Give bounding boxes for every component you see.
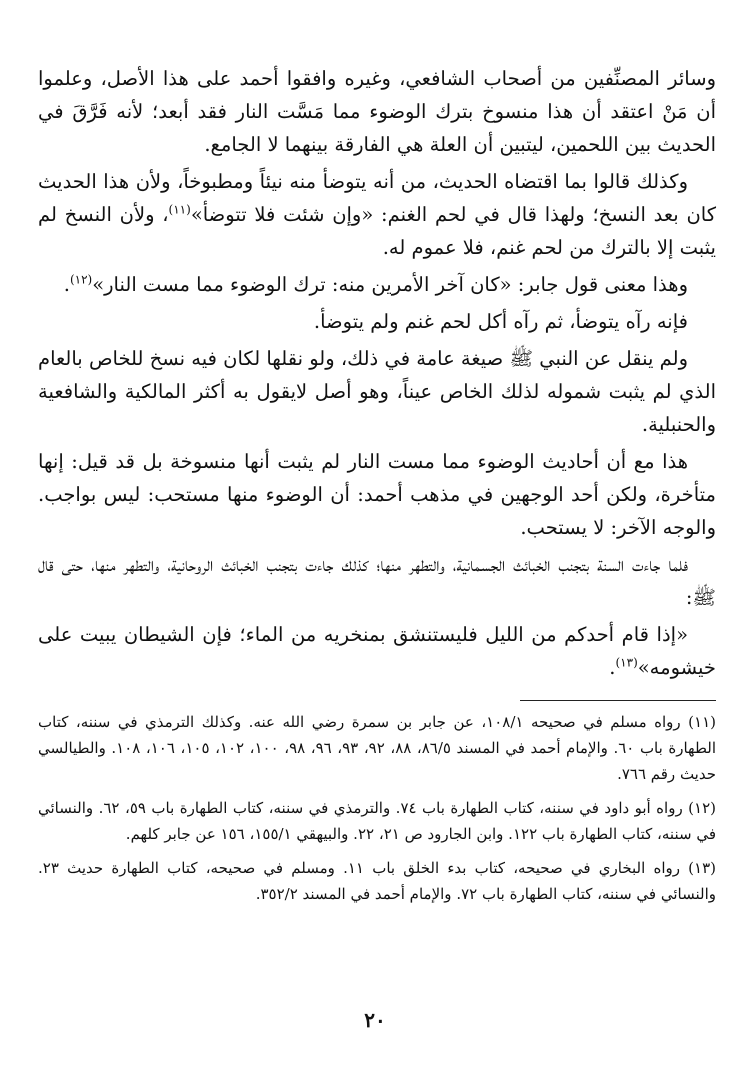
paragraph-7 [38,548,716,614]
paragraph-8 [38,618,716,684]
paragraph-8-text: «إذا قام أحدكم من الليل فليستنشق بمنخريه من الماء؛ فإن الشيطان يبيت على خيشومه» [38,623,716,679]
paragraph-8-period: . [609,656,616,679]
paragraph-4 [38,305,716,338]
paragraph-7-text: فلما جاءت السنة بتجنب الخبائث الجسمانية، والتطهر منها؛ كذلك جاءت بتجنب الخبائث الروحانية، والتطهر منها، حتى قال ﷺ: [38,553,716,609]
paragraph-3-period: . [63,273,70,296]
footnote-ref-13: (١٣) [615,655,638,670]
paragraph-5 [38,342,716,441]
paragraph-2-text: وكذلك قالوا بما اقتضاه الحديث، من أنه يتوضأ منه نيئاً ومطبوخاً، ولأن هذا الحديث كان بعد النسخ؛ ولهذا قال في لحم الغنم: «وإن شئت فلا تتوضأ» [38,170,716,226]
paragraph-3 [38,268,716,301]
footnote-13: (١٣) رواه البخاري في صحيحه، كتاب بدء الخلق باب ١١. ومسلم في صحيحه، كتاب الطهارة حديث ٢٣. والنسائي في سننه، كتاب الطهارة باب ٧٢. والإمام أحمد في المسند ٣٥٢/٢. [38,859,717,903]
footnote-12: (١٢) رواه أبو داود في سننه، كتاب الطهارة باب ٧٤. والترمذي في سننه، كتاب الطهارة باب ٥٩، ٦٢. والنسائي في سننه، كتاب الطهارة باب ١٢٢. وابن الجارود ص ٢١، ٢٢. والبيهقي ١٥٥/١، ١٥٦ عن جابر كلهم. [38,799,716,843]
footnote-11: (١١) رواه مسلم في صحيحه ١٠٨/١، عن جابر بن سمرة رضي الله عنه. وكذلك الترمذي في سننه، كتاب الطهارة باب ٦٠. والإمام أحمد في المسند ٨٦/٥، ٨٨، ٩٢، ٩٣، ٩٦، ٩٨، ١٠٠، ١٠٢، ١٠٥، ١٠٦، ١٠٨. والطيالسي حديث رقم ٧٦٦. [38,713,717,783]
paragraph-1 [38,62,716,161]
paragraph-4-text: فإنه رآه يتوضأ، ثم رآه أكل لحم غنم ولم يتوضأ. [313,310,688,333]
paragraph-1-text: وسائر المصنِّفين من أصحاب الشافعي، وغيره وافقوا أحمد على هذا الأصل، وعلموا أن مَنْ اعتقد أن هذا منسوخ بترك الوضوء مما مَسَّت النار فقد أبعد؛ لأنه فَرَّقَ في الحديث بين اللحمين، ليتبين أن العلة هي الفارقة بينهما لا الجامع. [38,67,716,156]
paragraph-6 [38,445,716,544]
paragraph-5-text: ولم ينقل عن النبي ﷺ صيغة عامة في ذلك، ولو نقلها لكان فيه نسخ للخاص بالعام الذي لم يثبت شموله لذلك الخاص عيناً، وهو أصل لايقول به أكثر المالكية والشافعية والحنبلية. [38,347,716,436]
page-number: ٢٠ [364,1008,386,1032]
footnote-divider [520,700,716,701]
page-body [38,62,716,915]
footnote-ref-12: (١٢) [69,272,93,287]
paragraph-3-text: وهذا معنى قول جابر: «كان آخر الأمرين منه: ترك الوضوء مما مست النار» [92,273,688,296]
paragraph-2 [38,165,716,264]
footnote-ref-11: (١١) [168,202,191,217]
paragraph-6-text: هذا مع أن أحاديث الوضوء مما مست النار لم يثبت أنها منسوخة بل قد قيل: إنها متأخرة، ولكن أحد الوجهين في مذهب أحمد: أن الوضوء منها مستحب: ليس بواجب. والوجه الآخر: لا يستحب. [38,450,716,539]
paragraph-2-tail: ، ولأن النسخ لم يثبت إلا بالترك من لحم غنم، فلا عموم له. [38,203,716,259]
